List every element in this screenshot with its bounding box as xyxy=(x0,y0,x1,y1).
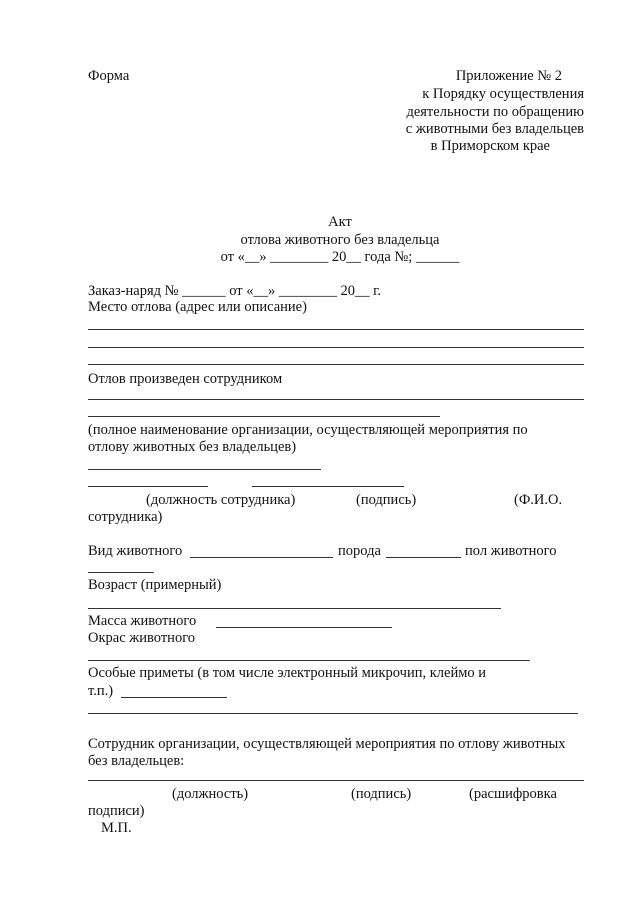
employee-field-line-2[interactable] xyxy=(88,416,440,417)
appendix-line-1: Приложение № 2 xyxy=(455,68,562,84)
position-field-line[interactable] xyxy=(88,486,208,487)
mass-label: Масса животного xyxy=(88,613,197,629)
place-field-line-2[interactable] xyxy=(88,347,584,348)
order-line: Заказ-наряд № ______ от «__» ________ 20__ г. xyxy=(88,283,382,299)
footer-position-caption: (должность) xyxy=(172,786,249,802)
fio-caption: (Ф.И.О. xyxy=(514,492,563,508)
special-marks-line-1: Особые приметы (в том числе электронный микрочип, клеймо и xyxy=(88,665,487,681)
signature-caption: (подпись) xyxy=(356,492,417,508)
sex-label: пол животного xyxy=(465,543,557,559)
employee-field-line-1[interactable] xyxy=(88,399,584,400)
appendix-line-5: в Приморском крае xyxy=(430,138,550,154)
special-marks-line-2: т.п.) xyxy=(88,683,114,699)
org-note-line-1: (полное наименование организации, осуществляющей мероприятия по xyxy=(88,422,528,438)
position-caption: (должность сотрудника) xyxy=(146,492,296,508)
color-label: Окрас животного xyxy=(88,630,196,646)
animal-kind-label: Вид животного xyxy=(88,543,183,559)
doc-title: Акт xyxy=(328,214,352,230)
age-label: Возраст (примерный) xyxy=(88,577,222,593)
place-label: Место отлова (адрес или описание) xyxy=(88,299,307,315)
footer-employee-line-1: Сотрудник организации, осуществляющей мероприятия по отлову животных xyxy=(88,736,566,752)
appendix-line-3: деятельности по обращению xyxy=(406,104,584,120)
employee-label: Отлов произведен сотрудником xyxy=(88,371,283,387)
mass-field[interactable] xyxy=(216,627,392,628)
special-marks-field-inline[interactable] xyxy=(121,697,227,698)
footer-employee-line-2: без владельцев: xyxy=(88,753,185,769)
signature-field-line[interactable] xyxy=(252,486,404,487)
animal-kind-field[interactable] xyxy=(190,557,333,558)
doc-date-number: от «__» ________ 20__ года №; ______ xyxy=(220,249,460,265)
appendix-line-4: с животными без владельцев xyxy=(405,121,584,137)
footer-signature-caption: (подпись) xyxy=(351,786,412,802)
doc-subtitle: отлова животного без владельца xyxy=(240,232,440,248)
org-field-line[interactable] xyxy=(88,469,321,470)
footer-decoding-caption-cont: подписи) xyxy=(88,803,145,819)
special-marks-field-line[interactable] xyxy=(88,713,578,714)
breed-label: порода xyxy=(338,543,381,559)
place-field-line-3[interactable] xyxy=(88,364,584,365)
color-field[interactable] xyxy=(88,660,530,661)
form-label: Форма xyxy=(88,68,130,84)
appendix-line-2: к Порядку осуществления xyxy=(422,86,584,102)
place-field-line-1[interactable] xyxy=(88,329,584,330)
stamp-label: М.П. xyxy=(101,820,132,836)
fio-caption-cont: сотрудника) xyxy=(88,509,163,525)
footer-signature-field-line[interactable] xyxy=(88,780,584,781)
breed-field[interactable] xyxy=(386,557,461,558)
sex-field[interactable] xyxy=(88,572,154,573)
age-field[interactable] xyxy=(88,608,501,609)
footer-decoding-caption: (расшифровка xyxy=(469,786,557,802)
org-note-line-2: отлову животных без владельцев) xyxy=(88,439,297,455)
